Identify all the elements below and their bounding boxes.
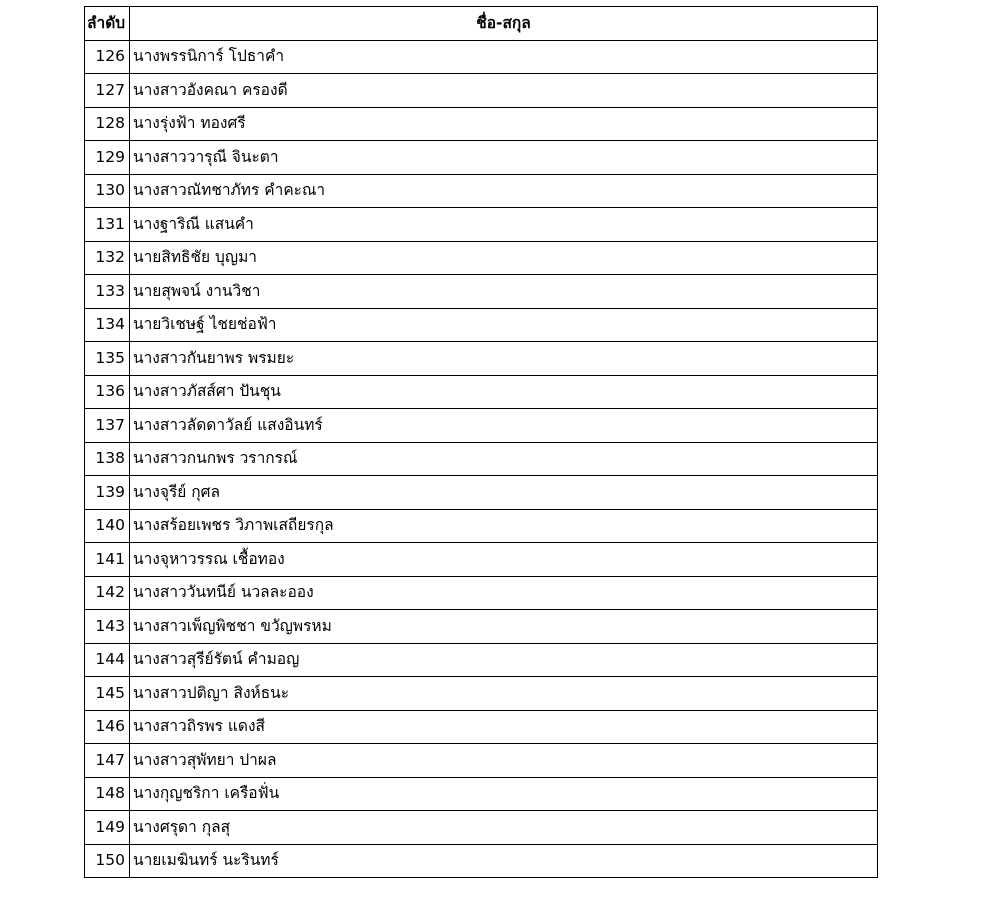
row-full-name: นางกุญชริกา เครือฟั่น: [130, 777, 878, 811]
row-number: 127: [85, 74, 130, 108]
row-number: 149: [85, 811, 130, 845]
table-row: [85, 241, 878, 275]
row-number: 140: [85, 509, 130, 543]
row-number: 132: [85, 241, 130, 275]
table-row: [85, 576, 878, 610]
row-number: 131: [85, 208, 130, 242]
row-number: 146: [85, 710, 130, 744]
row-full-name: นางสาวสุพัทยา ปาผล: [130, 744, 878, 778]
row-full-name: นางสาวสุรีย์รัตน์ คำมอญ: [130, 643, 878, 677]
row-number: 134: [85, 308, 130, 342]
row-full-name: นางสาวอังคณา ครองดี: [130, 74, 878, 108]
row-number: 148: [85, 777, 130, 811]
row-full-name: นายเมฆินทร์ นะรินทร์: [130, 844, 878, 878]
table-row: [85, 442, 878, 476]
table-row: [85, 174, 878, 208]
table-row: [85, 40, 878, 74]
table-row: [85, 107, 878, 141]
table-row: [85, 141, 878, 175]
table-row: [85, 811, 878, 845]
row-full-name: นางศรุดา กุลสุ: [130, 811, 878, 845]
table-row: [85, 543, 878, 577]
row-full-name: นายสุพจน์ งานวิชา: [130, 275, 878, 309]
row-number: 147: [85, 744, 130, 778]
table-row: [85, 275, 878, 309]
table-row: [85, 308, 878, 342]
row-full-name: นางสาวลัดดาวัลย์ แสงอินทร์: [130, 409, 878, 443]
table-header-row: [85, 7, 878, 41]
table-row: [85, 342, 878, 376]
table-row: [85, 476, 878, 510]
row-number: 136: [85, 375, 130, 409]
table-row: [85, 208, 878, 242]
row-number: 126: [85, 40, 130, 74]
row-full-name: นายสิทธิชัย บุญมา: [130, 241, 878, 275]
row-number: 138: [85, 442, 130, 476]
table-row: [85, 375, 878, 409]
row-full-name: นางสาววันทนีย์ นวลละออง: [130, 576, 878, 610]
row-full-name: นายวิเชษฐ์ ไชยช่อฟ้า: [130, 308, 878, 342]
table-body: [85, 40, 878, 878]
name-column-header: ชื่อ-สกุล: [130, 7, 878, 41]
row-full-name: นางจุรีย์ กุศล: [130, 476, 878, 510]
table-row: [85, 610, 878, 644]
row-full-name: นางสาววารุณี จินะตา: [130, 141, 878, 175]
row-number: 139: [85, 476, 130, 510]
row-number: 145: [85, 677, 130, 711]
row-full-name: นางสาวปติญา สิงห์ธนะ: [130, 677, 878, 711]
row-full-name: นางสาวกนกพร วรากรณ์: [130, 442, 878, 476]
row-full-name: นางฐาริณี แสนคำ: [130, 208, 878, 242]
table-row: [85, 643, 878, 677]
row-number: 137: [85, 409, 130, 443]
table-row: [85, 744, 878, 778]
row-full-name: นางสาวภัสส์ศา ปันชุน: [130, 375, 878, 409]
row-full-name: นางรุ่งฟ้า ทองศรี: [130, 107, 878, 141]
row-number: 142: [85, 576, 130, 610]
row-full-name: นางจุหาวรรณ เชื้อทอง: [130, 543, 878, 577]
order-column-header: ลำดับ: [85, 7, 130, 41]
row-number: 129: [85, 141, 130, 175]
row-number: 141: [85, 543, 130, 577]
row-full-name: นางสาวถิรพร แดงสี: [130, 710, 878, 744]
table-row: [85, 710, 878, 744]
row-full-name: นางสาวเพ็ญพิชชา ขวัญพรหม: [130, 610, 878, 644]
row-full-name: นางสาวณัทชาภัทร คำคะณา: [130, 174, 878, 208]
table-row: [85, 777, 878, 811]
row-number: 130: [85, 174, 130, 208]
row-number: 135: [85, 342, 130, 376]
row-full-name: นางสาวกันยาพร พรมยะ: [130, 342, 878, 376]
row-full-name: นางสร้อยเพชร วิภาพเสถียรกุล: [130, 509, 878, 543]
table-row: [85, 509, 878, 543]
row-number: 144: [85, 643, 130, 677]
row-full-name: นางพรรนิการ์ โปธาคำ: [130, 40, 878, 74]
row-number: 150: [85, 844, 130, 878]
table-row: [85, 409, 878, 443]
table-row: [85, 74, 878, 108]
name-list-table: [84, 6, 878, 878]
row-number: 133: [85, 275, 130, 309]
row-number: 143: [85, 610, 130, 644]
table-row: [85, 677, 878, 711]
row-number: 128: [85, 107, 130, 141]
table-row: [85, 844, 878, 878]
